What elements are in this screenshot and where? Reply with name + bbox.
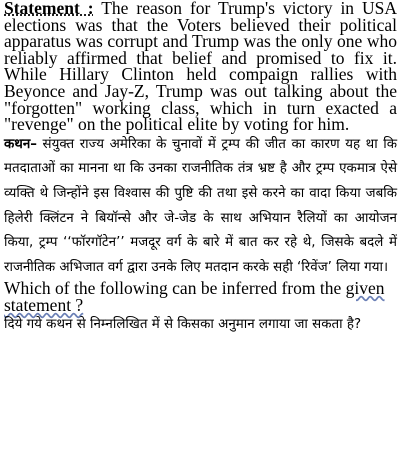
question-text-hi: दिये गये कथन से निम्नलिखित में से किसका अनुमान लगाया जा सकता है?: [4, 317, 362, 333]
question-text-en-part1: Which of the following can be inferred from the: [4, 278, 346, 299]
question-english: [4, 280, 397, 314]
question-hindi: [4, 314, 397, 336]
statement-english: [4, 0, 397, 133]
statement-hindi: [4, 133, 397, 281]
statement-text-en: The reason for Trump's victory in USA elections was that the Voters believed their political apparatus was corrupt and Trump was the only one who reliably affirmed that belief and promised to fix it. While Hillary Clinton held compaign rallies with Beyonce and Jay-Z, Trump was out talking about the "forgotten" working class, which in turn exacted a "revenge" on the political elite by voting for him.: [4, 0, 398, 135]
statement-label: Statement :: [4, 0, 94, 18]
question-text-en-part2: given statement ?: [4, 278, 385, 316]
statement-label-hindi: कथन–: [4, 136, 37, 152]
statement-text-hi: संयुक्त राज्य अमेरिका के चुनावों में ट्रम्प की जीत का कारण यह था कि मतदाताओं का मानना था कि उनका राजनीतिक तंत्र भ्रष्ट है और ट्रम्प एकमात्र ऐसे व्यक्ति थे जिन्होंने इस विश्वास की पुष्टि की तथा इसे करने का वादा किया जबकि हिलेरी क्लिंटन ने बियॉन्से और जे-जेड के साथ अभियान रैलियों का आयोजन किया, ट्रम्प ‘‘फॉरगॉटेन’’ मजदूर वर्ग के बारे में बात कर रहे थे, जिसके बदले में राजनीतिक अभिजात वर्ग द्वारा उनके लिए मतदान करके सही ‘रिवेंज’ लिया गया।: [4, 136, 397, 275]
question-document: [4, 0, 397, 336]
